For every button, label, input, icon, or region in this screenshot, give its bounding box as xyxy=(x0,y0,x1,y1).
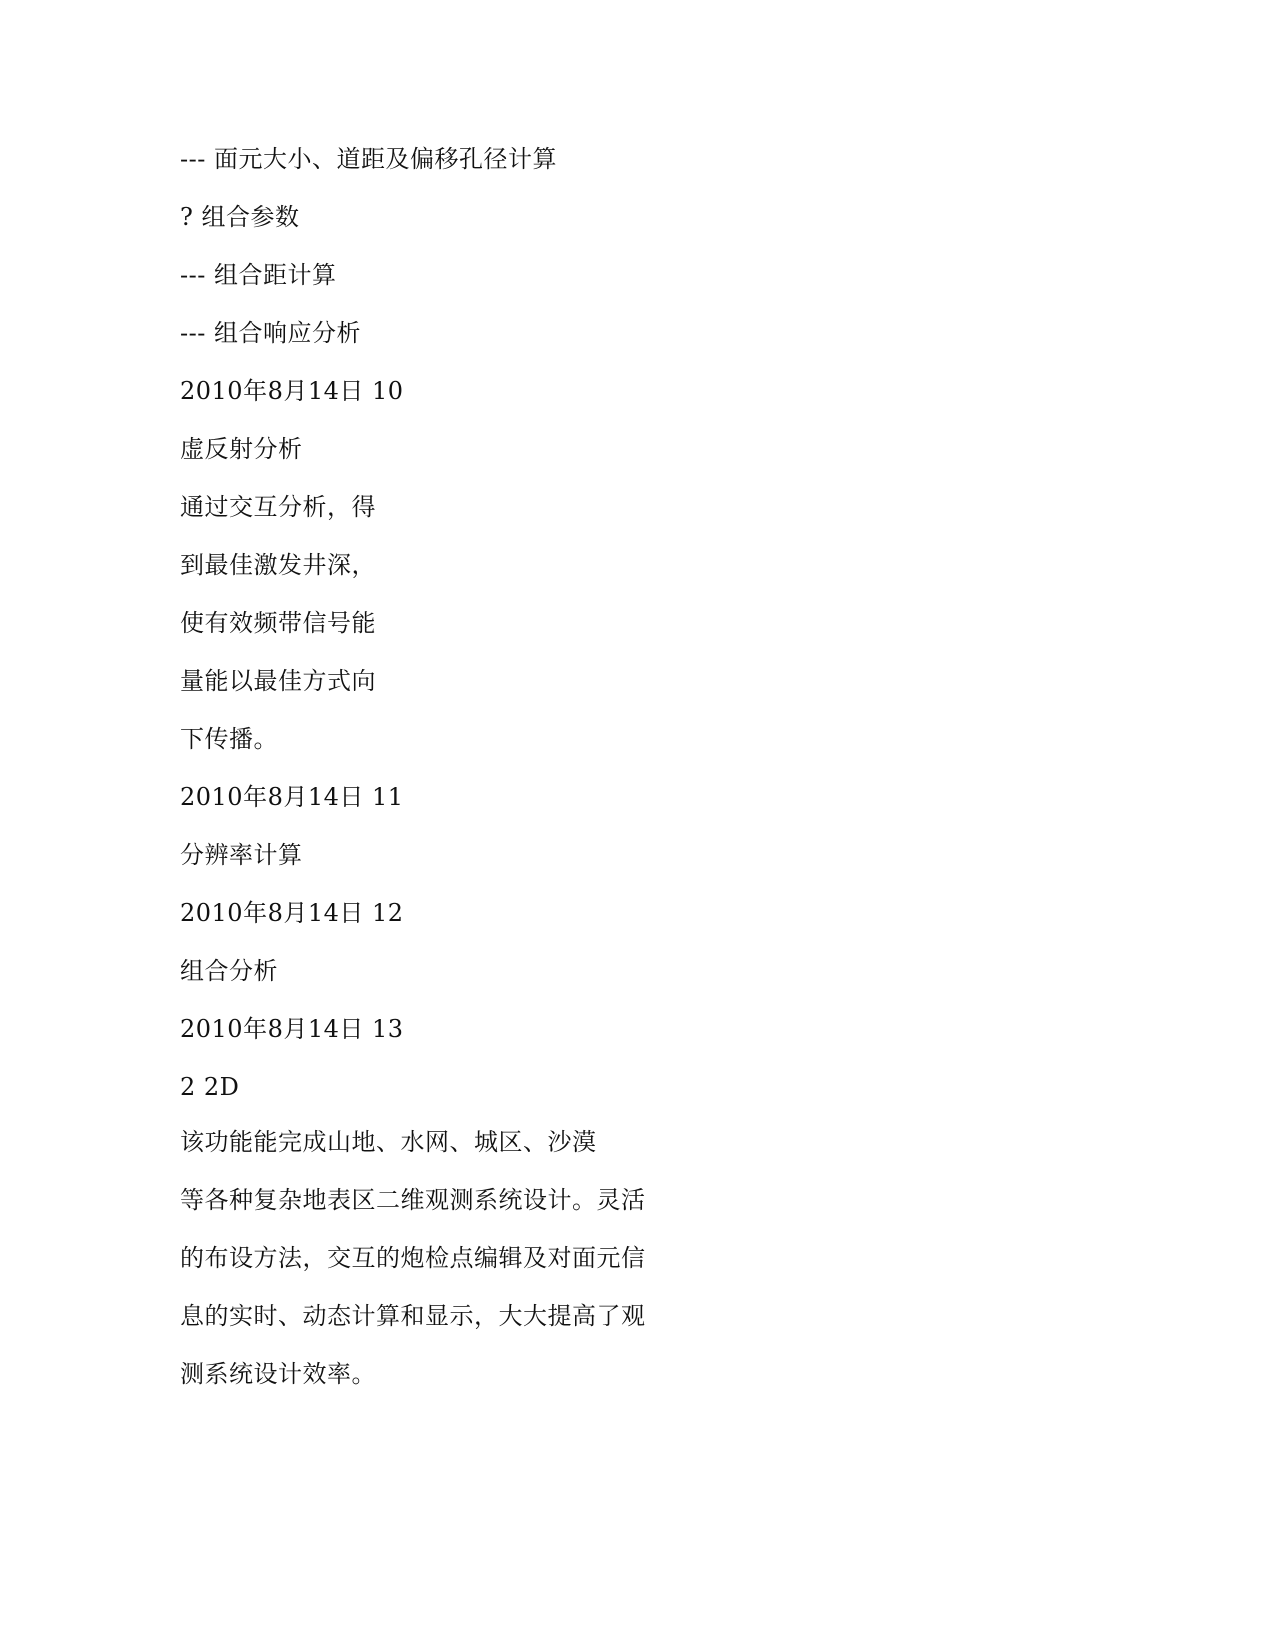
paragraph-line: 的布设方法，交互的炮检点编辑及对面元信 xyxy=(180,1244,646,1272)
section-heading-2d: 2 2D xyxy=(180,1073,240,1101)
paragraph-line: 该功能能完成山地、水网、城区、沙漠 xyxy=(180,1128,597,1156)
paragraph-line: 等各种复杂地表区二维观测系统设计。灵活 xyxy=(180,1186,646,1214)
paragraph-line: 到最佳激发井深， xyxy=(180,551,376,579)
date-page-13: 2010年8月14日 13 xyxy=(180,1015,404,1043)
date-page-12: 2010年8月14日 12 xyxy=(180,899,404,927)
text-line-array-response: --- 组合响应分析 xyxy=(180,319,361,347)
paragraph-line: 量能以最佳方式向 xyxy=(180,667,376,695)
text-line-array-params: ? 组合参数 xyxy=(180,203,300,231)
text-line-bin-size: --- 面元大小、道距及偏移孔径计算 xyxy=(180,145,557,173)
date-page-11: 2010年8月14日 11 xyxy=(180,783,404,811)
paragraph-line: 息的实时、动态计算和显示，大大提高了观 xyxy=(180,1302,646,1330)
section-heading-resolution: 分辨率计算 xyxy=(180,841,303,869)
section-heading-array-analysis: 组合分析 xyxy=(180,957,278,985)
paragraph-line: 通过交互分析，得 xyxy=(180,493,376,521)
paragraph-line: 下传播。 xyxy=(180,725,278,753)
text-line-array-distance: --- 组合距计算 xyxy=(180,261,337,289)
section-heading-ghost: 虚反射分析 xyxy=(180,435,303,463)
date-page-10: 2010年8月14日 10 xyxy=(180,377,404,405)
paragraph-line: 测系统设计效率。 xyxy=(180,1360,376,1388)
paragraph-line: 使有效频带信号能 xyxy=(180,609,376,637)
